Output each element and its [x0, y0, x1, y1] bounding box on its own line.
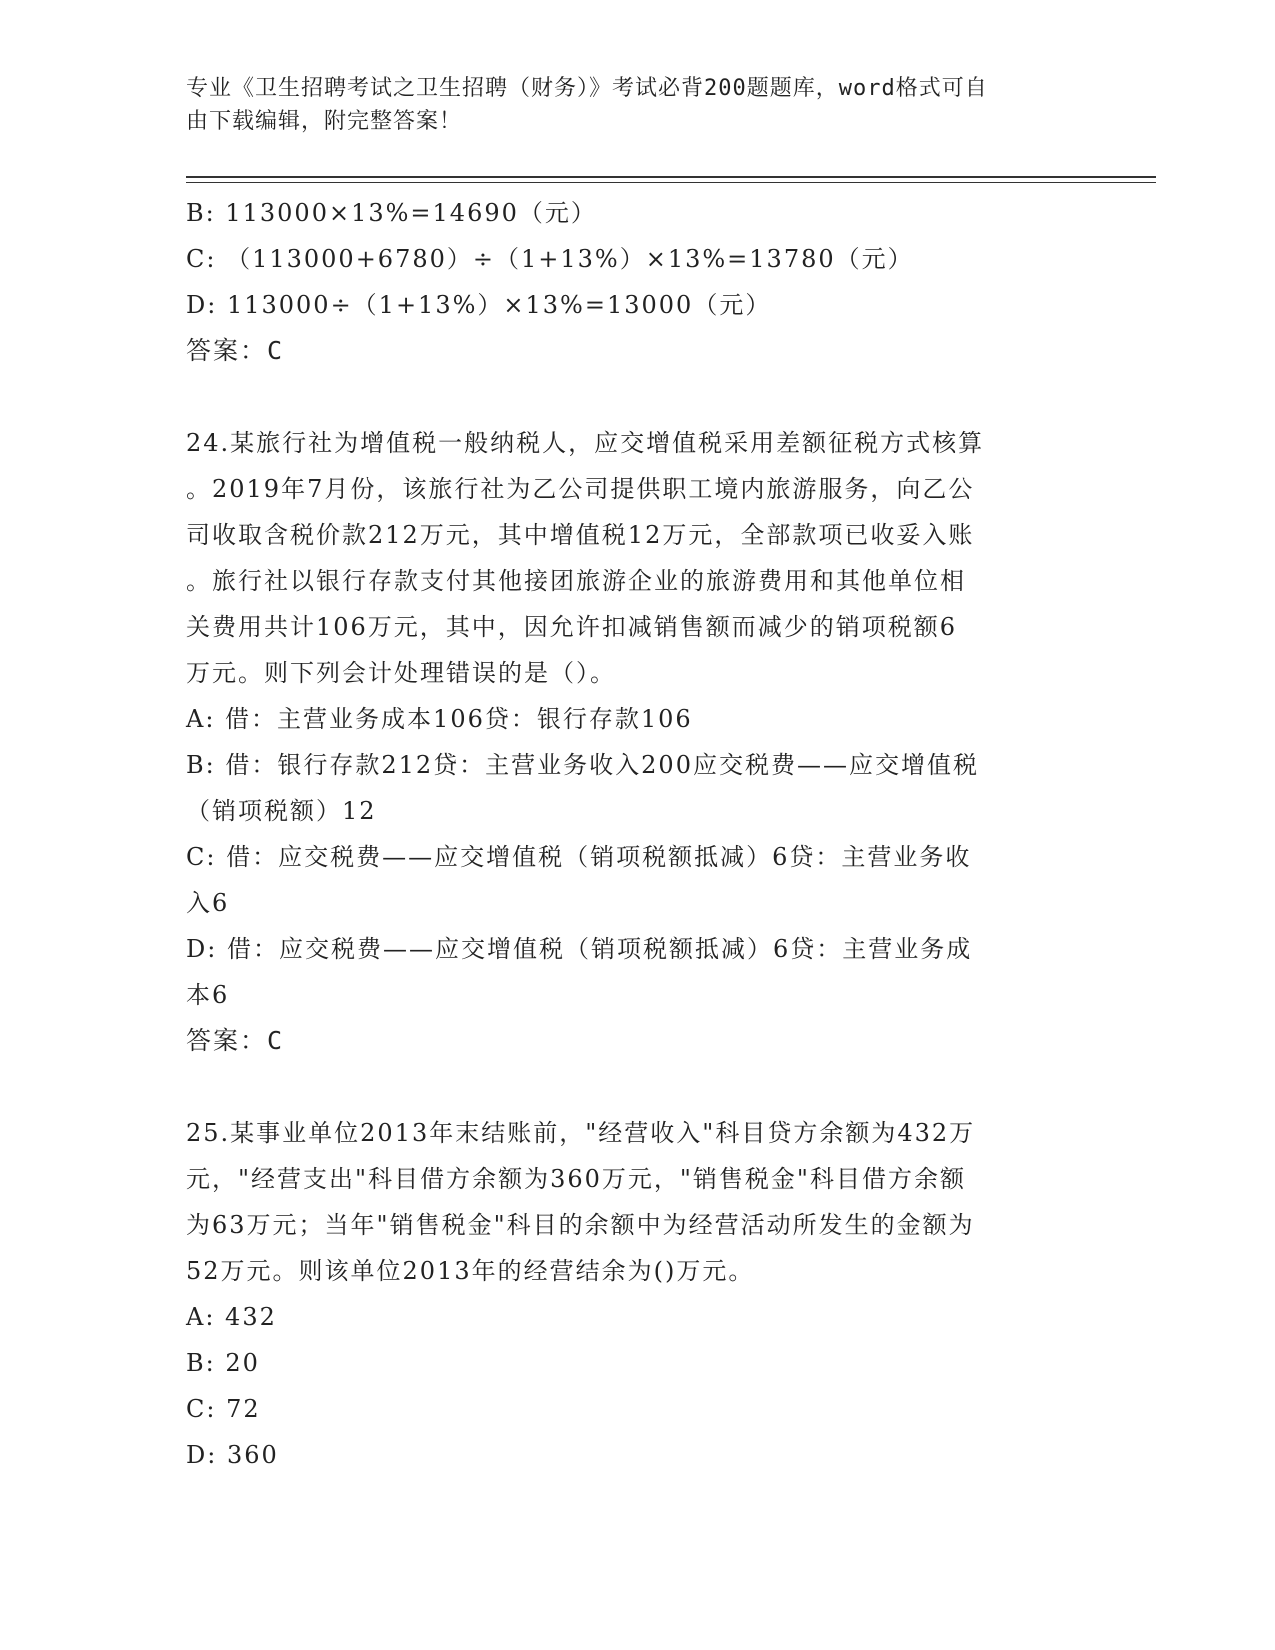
q24-option-c-line1: C: 借：应交税费——应交增值税（销项税额抵减）6贷：主营业务收	[186, 843, 972, 871]
q24-option-a: A: 借：主营业务成本106贷：银行存款106	[186, 705, 693, 733]
q24-answer: 答案：C	[186, 1026, 285, 1055]
q24-stem-line: 关费用共计106万元，其中，因允许扣减销售额而减少的销项税额6	[186, 613, 958, 641]
q23-option-d: D: 113000÷（1+13%）×13%=13000（元）	[186, 291, 772, 319]
q25-stem-line: 为63万元；当年"销售税金"科目的余额中为经营活动所发生的金额为	[186, 1211, 975, 1239]
q24-option-d-line2: 本6	[186, 981, 230, 1009]
spacer	[186, 374, 1086, 420]
q24-stem	[186, 420, 1086, 696]
q24-stem-line: 。旅行社以银行存款支付其他接团旅游企业的旅游费用和其他单位相	[186, 567, 966, 595]
q25-stem	[186, 1110, 1086, 1294]
header-divider-thin	[186, 182, 1156, 183]
q25-option-b: B: 20	[186, 1349, 260, 1377]
q23-option-b: B: 113000×13%=14690（元）	[186, 199, 597, 227]
q24-stem-line: 万元。则下列会计处理错误的是（）。	[186, 659, 616, 687]
spacer	[186, 1064, 1086, 1110]
q25-stem-line: 25.某事业单位2013年末结账前，"经营收入"科目贷方余额为432万	[186, 1119, 976, 1147]
q24-option-d-line1: D: 借：应交税费——应交增值税（销项税额抵减）6贷：主营业务成	[186, 935, 973, 963]
question-content	[186, 190, 1086, 1478]
q25-stem-line: 元，"经营支出"科目借方余额为360万元，"销售税金"科目借方余额	[186, 1165, 966, 1193]
q25-stem-line: 52万元。则该单位2013年的经营结余为()万元。	[186, 1257, 755, 1285]
q25-option-d: D: 360	[186, 1441, 279, 1469]
q24-option-c-line2: 入6	[186, 889, 230, 917]
header-divider-thick	[186, 176, 1156, 178]
q23-answer: 答案：C	[186, 336, 285, 365]
q24-stem-line: 。2019年7月份，该旅行社为乙公司提供职工境内旅游服务，向乙公	[186, 475, 975, 503]
q23-option-c: C: （113000+6780）÷（1+13%）×13%=13780（元）	[186, 245, 914, 273]
header-line-2: 由下载编辑，附完整答案！	[186, 109, 463, 134]
q24-option-b-line1: B: 借：银行存款212贷：主营业务收入200应交税费——应交增值税	[186, 751, 979, 779]
q24-option-b-line2: （销项税额）12	[186, 797, 377, 825]
header-line-1: 专业《卫生招聘考试之卫生招聘（财务）》考试必背200题题库，word格式可自	[186, 76, 988, 101]
document-header	[186, 72, 1066, 138]
q24-stem-line: 24.某旅行社为增值税一般纳税人，应交增值税采用差额征税方式核算	[186, 429, 985, 457]
q25-option-c: C: 72	[186, 1395, 261, 1423]
q24-stem-line: 司收取含税价款212万元，其中增值税12万元，全部款项已收妥入账	[186, 521, 975, 549]
q25-option-a: A: 432	[186, 1303, 277, 1331]
